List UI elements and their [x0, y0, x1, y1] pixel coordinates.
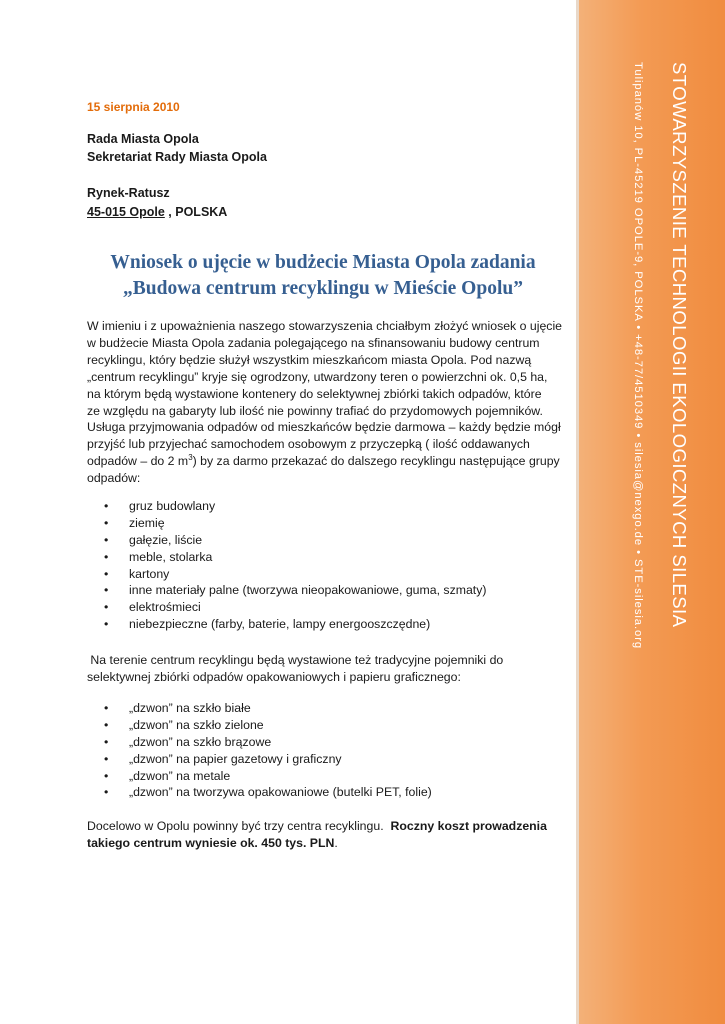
bullet-icon: • — [104, 499, 109, 513]
intro-line: przyjść lub przyjechać samochodem osobowym z przyczepką ( ilość oddawanych — [87, 437, 530, 452]
intro-line: „centrum recyklingu” kryje się ogrodzony, utwardzony teren o powierzchni ok. 0,5 ha, — [87, 369, 548, 384]
list-item-text: elektrośmieci — [129, 600, 201, 615]
containers-paragraph — [87, 652, 562, 686]
closing-period: . — [334, 835, 338, 850]
list-item-text: „dzwon” na szkło zielone — [129, 717, 264, 732]
bullet-icon: • — [104, 768, 109, 783]
intro-line: Usługa przyjmowania odpadów od mieszkańców będzie darmowa – każdy będzie mógł — [87, 420, 561, 435]
sidebar-edge — [576, 0, 579, 1024]
recipient-country: , POLSKA — [164, 205, 228, 219]
intro-line: W imieniu i z upoważnienia naszego stowarzyszenia chciałbym złożyć wniosek o ujęcie — [87, 319, 563, 333]
recipient-street: Rynek-Ratusz — [87, 186, 170, 200]
bullet-icon: • — [104, 785, 109, 800]
recipient-line-1: Rada Miasta Opola — [87, 132, 199, 146]
organization-contact-line: Tulipanów 10, PL-45219 OPOLE-9, POLSKA • +48-77/4510349 • silesia@nexgo.de • STE-silesia.org — [632, 62, 644, 650]
letterhead-sidebar — [576, 0, 725, 1024]
list-item-text: „dzwon” na szkło brązowe — [129, 734, 272, 749]
closing-line — [87, 818, 562, 835]
list-item-text: inne materiały palne (tworzywa nieopakowaniowe, guma, szmaty) — [129, 583, 487, 598]
bullet-icon: • — [104, 701, 109, 715]
list-item-text: „dzwon” na metale — [129, 768, 231, 783]
letter-date: 15 sierpnia 2010 — [87, 100, 180, 114]
paragraph-line: Na terenie centrum recyklingu będą wystawione też tradycyjne pojemniki do — [87, 653, 504, 667]
list-item-text: ziemię — [129, 515, 165, 530]
intro-paragraph — [87, 318, 562, 487]
list-item-text: meble, stolarka — [129, 549, 213, 564]
list-item-text: kartony — [129, 566, 170, 581]
bullet-icon: • — [104, 515, 109, 530]
intro-line: recyklingu, który będzie służył wszystkim mieszkańcom miasta Opola. Pod nazwą — [87, 352, 532, 367]
recipient-line-2: Sekretariat Rady Miasta Opola — [87, 150, 267, 164]
list-item-text: „dzwon” na szkło białe — [129, 701, 251, 715]
intro-line: odpadów: — [87, 471, 141, 486]
recipient-city — [87, 205, 227, 219]
list-item-text: gruz budowlany — [129, 499, 216, 513]
bullet-icon: • — [104, 532, 109, 547]
intro-line-with-superscript — [87, 453, 562, 470]
list-item-text: gałęzie, liście — [129, 532, 203, 547]
closing-paragraph — [87, 818, 562, 852]
list-item-text: niebezpieczne (farby, baterie, lampy energooszczędne) — [129, 617, 431, 632]
bullet-icon: • — [104, 566, 109, 581]
closing-text: Docelowo w Opolu powinny być trzy centra recyklingu. — [87, 819, 391, 833]
superscript-unit: 3 — [188, 453, 193, 463]
intro-line: ze względu na gabaryty lub ilość nie powinny trafiać do przydomowych pojemników. — [87, 403, 543, 418]
bullet-icon: • — [104, 600, 109, 615]
closing-line — [87, 835, 562, 852]
bullet-icon: • — [104, 617, 109, 632]
bullet-icon: • — [104, 583, 109, 598]
document-title-line-1: Wniosek o ujęcie w budżecie Miasta Opola zadania — [110, 252, 536, 273]
recipient-postal-code-city: 45-015 Opole — [87, 205, 165, 219]
list-item-text: „dzwon” na tworzywa opakowaniowe (butelki PET, folie) — [129, 785, 432, 800]
bullet-icon: • — [104, 717, 109, 732]
organization-name: STOWARZYSZENIE TECHNOLOGII EKOLOGICZNYCH SILESIA — [669, 62, 690, 628]
intro-line-part: odpadów – do 2 m — [87, 454, 189, 469]
bullet-icon: • — [104, 751, 109, 766]
bullet-icon: • — [104, 734, 109, 749]
list-item-text: „dzwon” na papier gazetowy i graficzny — [129, 751, 342, 766]
paragraph-line: selektywnej zbiórki odpadów opakowaniowych i papieru graficznego: — [87, 669, 461, 684]
bullet-icon: • — [104, 549, 109, 564]
intro-line: na którym będą wystawione kontenery do selektywnej zbiórki takich odpadów, które — [87, 386, 542, 401]
intro-line: w budżecie Miasta Opola zadania polegającego na sfinansowaniu budowy centrum — [87, 335, 540, 350]
document-title-line-2: „Budowa centrum recyklingu w Mieście Opolu” — [123, 278, 523, 299]
intro-line-part: ) by za darmo przekazać do dalszego recyklingu następujące grupy — [192, 454, 560, 469]
closing-cost-text: takiego centrum wyniesie ok. 450 tys. PLN — [87, 835, 335, 850]
closing-cost-text: Roczny koszt prowadzenia — [390, 819, 547, 833]
